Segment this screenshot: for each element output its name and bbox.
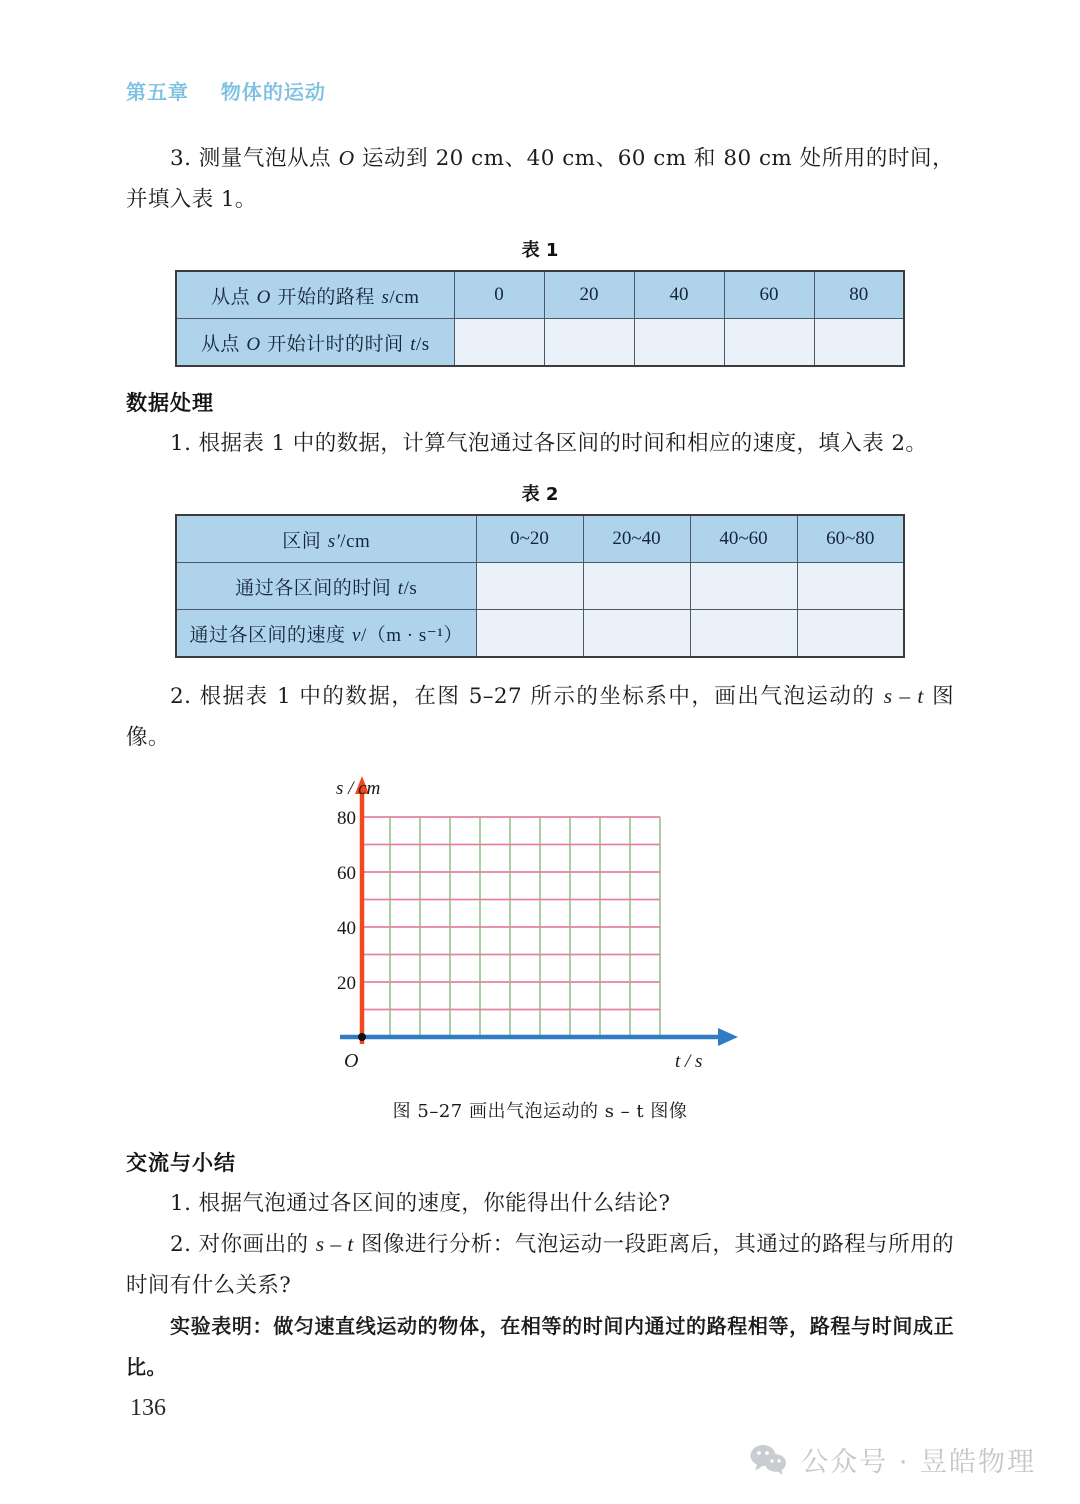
table2-cell: 40~60	[690, 515, 797, 563]
y-tick-label: 20	[337, 973, 356, 994]
y-tick-label: 60	[337, 863, 356, 884]
figure-5-27	[330, 772, 750, 1123]
paragraph-conclusion	[126, 1306, 954, 1388]
label-pre: 通过各区间的速度	[189, 623, 353, 646]
wechat-icon	[749, 1443, 789, 1477]
table1-input-cell[interactable]	[724, 319, 814, 367]
table2-cell: 0~20	[476, 515, 583, 563]
symbol-o: O	[256, 286, 271, 308]
watermark	[749, 1440, 1036, 1479]
paragraph-dp-1: 1. 根据表 1 中的数据，计算气泡通过各区间的时间和相应的速度，填入表 2。	[170, 431, 928, 456]
running-head: 第五章 物体的运动	[126, 80, 326, 104]
symbol-s-t: s – t	[883, 684, 924, 708]
label-pre: 通过各区间的时间	[235, 576, 398, 599]
paragraph-dp-2	[126, 676, 954, 758]
symbol-o: O	[246, 333, 261, 355]
table1-input-cell[interactable]	[634, 319, 724, 367]
symbol-s: s	[381, 286, 390, 308]
table2-input-cell[interactable]	[797, 563, 904, 610]
wechat-icon-svg	[749, 1443, 789, 1477]
paragraph-discussion-2-a: 2. 对你画出的	[170, 1232, 316, 1257]
label-unit: /s	[403, 577, 418, 599]
grid-horizontal-lines	[362, 817, 660, 1010]
table2-cell: 60~80	[797, 515, 904, 563]
table2-cell: 20~40	[583, 515, 690, 563]
table1-caption: 表 1	[521, 240, 559, 261]
symbol-t: t	[397, 577, 404, 599]
symbol-t: t	[410, 333, 416, 355]
y-tick-label: 40	[337, 918, 356, 939]
paragraph-item-3-pre: 3. 测量气泡从点	[170, 146, 339, 171]
table1-cell: 0	[454, 271, 544, 319]
st-graph-svg	[330, 772, 750, 1092]
section-heading-discussion: 交流与小结	[126, 1151, 236, 1175]
table2-input-cell[interactable]	[797, 610, 904, 658]
symbol-s-t: s – t	[315, 1232, 354, 1256]
origin-label: O	[344, 1050, 359, 1072]
table1-input-cell[interactable]	[454, 319, 544, 367]
conclusion-bold: 做匀速直线运动的物体，在相等的时间内通过的路程相等，路程与时间成正比	[126, 1314, 955, 1379]
table1-input-cell[interactable]	[544, 319, 634, 367]
table1-row1-label	[176, 271, 454, 319]
table2-row1-label	[176, 515, 476, 563]
x-axis-label: t / s	[675, 1051, 703, 1072]
paragraph-discussion-2	[126, 1224, 954, 1306]
watermark-text: 公众号 · 昱皓物理	[801, 1447, 1036, 1478]
table1-input-cell[interactable]	[814, 319, 904, 367]
table2-row2-label	[176, 563, 476, 610]
y-tick-label: 80	[337, 808, 356, 829]
table-row	[176, 563, 904, 610]
label-unit: /（m · s⁻¹）	[360, 624, 463, 646]
conclusion-lead: 实验表明：	[170, 1314, 274, 1338]
origin-point	[358, 1033, 366, 1041]
table-row	[176, 319, 904, 367]
section-heading-data-processing: 数据处理	[126, 391, 214, 415]
paragraph-dp-2-a: 2. 根据表 1 中的数据，在图 5–27 所示的坐标系中，画出气泡运动的	[170, 684, 884, 709]
table2-input-cell[interactable]	[583, 610, 690, 658]
x-axis	[340, 1028, 738, 1046]
table2-row3-label	[176, 610, 476, 658]
table-row	[176, 515, 904, 563]
symbol-v: v	[352, 624, 361, 646]
label-post: 开始的路程	[270, 285, 382, 308]
table2-input-cell[interactable]	[476, 563, 583, 610]
table2-input-cell[interactable]	[583, 563, 690, 610]
table1-row2-label	[176, 319, 454, 367]
table1-cell: 40	[634, 271, 724, 319]
label-unit: /cm	[340, 530, 371, 552]
table1-cell: 80	[814, 271, 904, 319]
table2-caption: 表 2	[521, 484, 559, 505]
label-pre: 从点	[200, 332, 247, 355]
page-content	[126, 138, 954, 1388]
label-unit: /s	[415, 333, 430, 355]
paragraph-discussion-2-b: 图像进行分析：气泡运动一段距离后，其通过的路程与所用的时间有什么关系?	[126, 1232, 954, 1298]
page-number: 136	[130, 1395, 166, 1421]
table2-input-cell[interactable]	[690, 610, 797, 658]
table-row	[176, 610, 904, 658]
paragraph-item-3	[126, 138, 954, 220]
label-post: 开始计时的时间	[260, 332, 411, 355]
table2-input-cell[interactable]	[476, 610, 583, 658]
paragraph-item-3-post: 运动到 20 cm、40 cm、60 cm 和 80 cm 处所用的时间，并填入表 1。	[126, 146, 954, 212]
paragraph-discussion-1: 1. 根据气泡通过各区间的速度，你能得出什么结论?	[170, 1191, 671, 1216]
label-pre: 从点	[211, 285, 257, 308]
conclusion-end: 。	[146, 1355, 167, 1379]
figure-caption: 图 5–27 画出气泡运动的 s – t 图像	[392, 1101, 688, 1122]
table1-cell: 20	[544, 271, 634, 319]
label-unit: /cm	[389, 286, 420, 308]
paragraph-dp-2-b: 图像。	[126, 684, 955, 750]
symbol-o: O	[338, 146, 355, 170]
symbol-s-prime: s′	[327, 530, 341, 552]
table1-cell: 60	[724, 271, 814, 319]
table2-input-cell[interactable]	[690, 563, 797, 610]
table-2	[175, 514, 905, 658]
table-row	[176, 271, 904, 319]
y-axis-label: s / cm	[336, 778, 381, 799]
table-1	[175, 270, 905, 367]
label-pre: 区间	[282, 529, 328, 552]
